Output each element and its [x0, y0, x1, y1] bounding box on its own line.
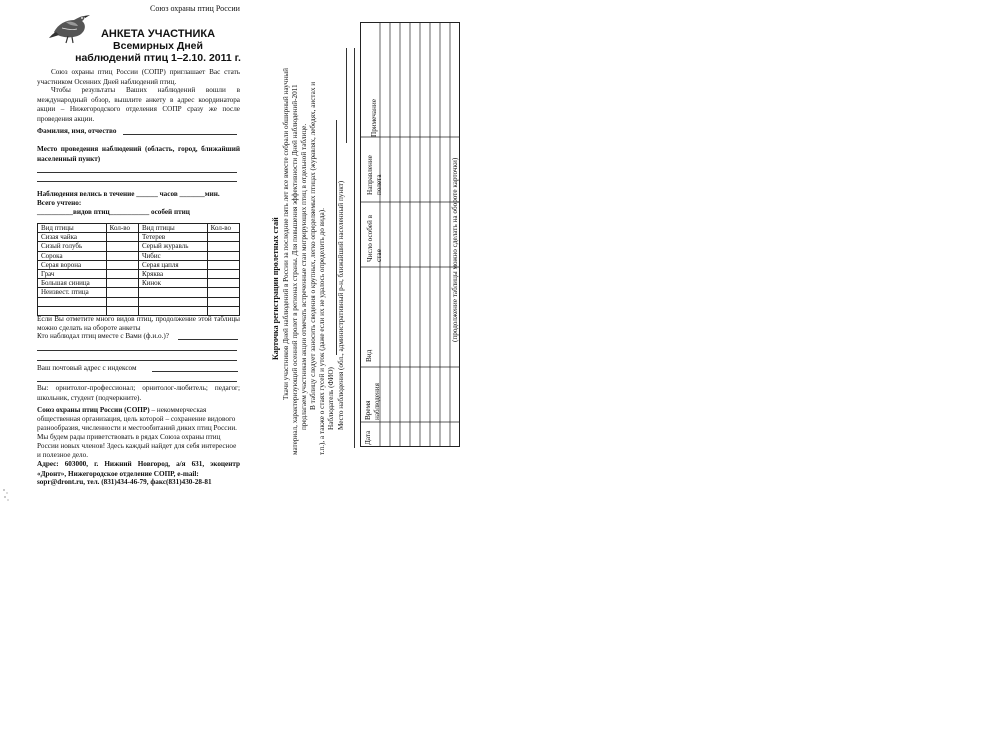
- species-count-cell[interactable]: [207, 306, 239, 315]
- card-text-line-4: В таблицу следует заносить сведения о крупных, легко определяемых птицах (журавлях, лебедях, аистах и: [309, 81, 317, 410]
- scan-specks: [2, 488, 10, 502]
- title-line-1: АНКЕТА УЧАСТНИКА: [100, 28, 216, 40]
- place-label: Место проведения наблюдений (область, город, ближайший населенный пункт): [37, 145, 240, 163]
- duration-label: Наблюдения велись в течение ______ часов _______мин.: [37, 190, 220, 198]
- about-description: – некоммерческая общественная организация, цель которой – сохранение видового разнообразия, численности и местообитаний диких птиц России. Мы будем рады приветствовать в рядах Союза охраны птиц России новых членов! Здесь каждый найдет для себя интересное и полезное дело.: [37, 406, 237, 459]
- species-count-cell[interactable]: [106, 269, 138, 278]
- col-count: Число особей в стае: [366, 214, 383, 262]
- address-line-2[interactable]: [37, 381, 237, 382]
- col-note: Примечание: [370, 99, 378, 137]
- species-count-cell[interactable]: [106, 242, 138, 251]
- species-name-cell: Сорока: [38, 251, 107, 260]
- species-name-cell: [138, 288, 207, 297]
- species-count-cell[interactable]: [207, 251, 239, 260]
- species-name-cell: [138, 306, 207, 315]
- species-name-cell: Сизая чайка: [38, 233, 107, 242]
- species-table-row: [38, 269, 240, 278]
- species-name-cell: Серая ворона: [38, 260, 107, 269]
- species-count-cell[interactable]: [106, 297, 138, 306]
- address-line-1[interactable]: [152, 371, 238, 372]
- species-table-row: [38, 242, 240, 251]
- species-table-header-cell: Вид птицы: [138, 224, 207, 233]
- species-name-cell: Серый журавль: [138, 242, 207, 251]
- continuation-note: (продолжение таблицы можно сделать на обороте карточки): [451, 157, 459, 342]
- species-name-cell: Серая цапля: [138, 260, 207, 269]
- card-place-line-2[interactable]: [354, 48, 355, 448]
- species-name-cell: Грач: [38, 269, 107, 278]
- species-table-header-cell: Вид птицы: [38, 224, 107, 233]
- species-table-row: [38, 306, 240, 315]
- col-species: Вид: [365, 349, 373, 362]
- col-date: Дата: [364, 430, 372, 445]
- name-line[interactable]: [123, 134, 237, 135]
- species-table-row: [38, 251, 240, 260]
- species-table: [37, 223, 240, 316]
- companions-label: Кто наблюдал птиц вместе с Вами (ф.и.о.)?: [37, 332, 169, 340]
- about-text: [37, 406, 240, 460]
- species-count-cell[interactable]: [106, 260, 138, 269]
- species-count-cell[interactable]: [207, 279, 239, 288]
- species-name-cell: Неизвест. птица: [38, 288, 107, 297]
- species-count-cell[interactable]: [207, 260, 239, 269]
- address-label: Ваш почтовый адрес с индексом: [37, 364, 137, 372]
- companions-line-2[interactable]: [37, 350, 237, 351]
- total-label: Всего учтено:: [37, 199, 82, 207]
- species-count-cell[interactable]: [207, 288, 239, 297]
- species-name-cell: [138, 297, 207, 306]
- companions-line-1[interactable]: [178, 339, 238, 340]
- org-header: Союз охраны птиц России: [150, 4, 240, 13]
- card-text-line-5: т.п.), а также о стаях гусей и уток (даже если их не удалось определить до вида).: [318, 208, 326, 455]
- address-block: Адрес: 603000, г. Нижний Новгород, а/я 631, экоцентр «Дронт», Нижегородское отделение СОПР, e-mail:: [37, 460, 240, 478]
- observer-label: Наблюдатель (ФИО): [327, 367, 335, 430]
- species-count-cell[interactable]: [106, 233, 138, 242]
- species-name-cell: [38, 306, 107, 315]
- name-label: Фамилия, имя, отчество: [37, 127, 117, 135]
- intro-text: Союз охраны птиц России (СОПР) приглашает Вас стать участником Осенних Дней наблюдений птиц.: [37, 68, 240, 86]
- species-table-header: [38, 224, 240, 233]
- counts-label: __________видов птиц___________ особей птиц: [37, 208, 190, 216]
- species-table-row: [38, 233, 240, 242]
- species-table-row: [38, 288, 240, 297]
- species-table-row: [38, 279, 240, 288]
- col-time: Время наблюдения: [364, 383, 381, 420]
- species-name-cell: [38, 297, 107, 306]
- species-count-cell[interactable]: [207, 242, 239, 251]
- place-label-card: Место наблюдения (обл., административный р-н, ближайший населенный пункт): [337, 180, 345, 430]
- form-title: [60, 28, 256, 64]
- species-table-header-cell: Кол-во: [207, 224, 239, 233]
- species-count-cell[interactable]: [106, 251, 138, 260]
- species-name-cell: Большая синица: [38, 279, 107, 288]
- instructions-text: Чтобы результаты Ваших наблюдений вошли в международный обзор, вышлите анкету в адрес координатора акции – Нижегородского отделения СОПР сразу же после проведения акции.: [37, 86, 240, 123]
- place-line-1[interactable]: [37, 172, 237, 173]
- species-table-header-cell: Кол-во: [106, 224, 138, 233]
- contacts-text: sopr@dront.ru, тел. (831)434-46-79, факс(831)430-28-81: [37, 478, 212, 486]
- place-line-2[interactable]: [37, 181, 237, 182]
- species-count-cell[interactable]: [106, 288, 138, 297]
- species-count-cell[interactable]: [207, 233, 239, 242]
- title-line-3: наблюдений птиц 1–2.10. 2011 г.: [75, 52, 241, 64]
- species-name-cell: Чибис: [138, 251, 207, 260]
- species-table-row: [38, 297, 240, 306]
- species-count-cell[interactable]: [207, 269, 239, 278]
- species-count-cell[interactable]: [106, 306, 138, 315]
- card-text-line-3: предлагаем участникам акции отмечать встреченные стаи мигрирующих птиц в отдельной таблице.: [300, 123, 308, 430]
- companions-line-3[interactable]: [37, 360, 237, 361]
- species-count-cell[interactable]: [106, 279, 138, 288]
- species-name-cell: Кряква: [138, 269, 207, 278]
- species-name-cell: Кинок: [138, 279, 207, 288]
- species-table-row: [38, 260, 240, 269]
- species-name-cell: Тетерев: [138, 233, 207, 242]
- card-place-line-1[interactable]: [346, 48, 347, 143]
- col-direction: Направление полета: [366, 155, 383, 195]
- species-count-cell[interactable]: [207, 297, 239, 306]
- card-text-line-2: материал, характеризующий осенний пролет в регионах страны. Для повышения эффективности Дней наблюдений-2011: [291, 84, 299, 455]
- title-line-2: Всемирных Дней: [113, 40, 203, 52]
- status-label: Вы: орнитолог-профессионал; орнитолог-любитель; педагог; школьник, студент (подчеркните).: [37, 384, 240, 402]
- card-title: Карточка регистрации пролетных стай: [271, 217, 280, 360]
- table-note: Если Вы отметите много видов птиц, продолжение этой таблицы можно сделать на обороте анкеты: [37, 315, 240, 332]
- card-text-line-1: Ткачи участников Дней наблюдений в России за последние пять лет все вместе собрали обширный научный: [282, 68, 290, 400]
- species-name-cell: Сизый голубь: [38, 242, 107, 251]
- about-org-name: Союз охраны птиц России (СОПР): [37, 406, 150, 414]
